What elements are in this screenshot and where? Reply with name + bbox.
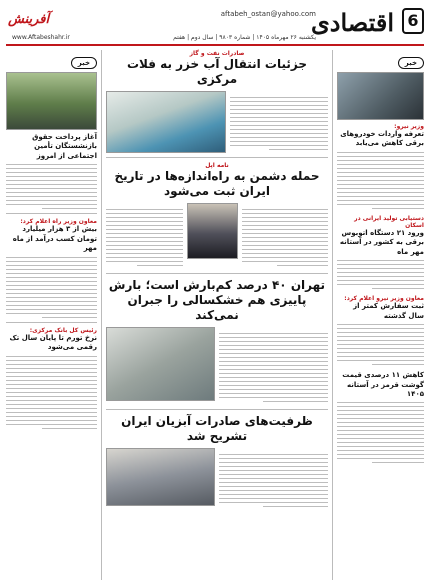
headline: آغاز پرداخت حقوق بازنشستگان تأمین اجتماعی از امروز — [32, 133, 97, 160]
kicker: رئیس کل بانک مرکزی: — [29, 326, 97, 334]
body-text — [337, 324, 424, 365]
kicker: دستیابی تولید ایرانی در اسکان — [354, 214, 424, 229]
kicker: وزیر نیرو: — [394, 123, 424, 130]
photo-caspian-coast — [106, 91, 226, 153]
photo-fish — [106, 448, 215, 506]
email: aftabeh_ostan@yahoo.com — [220, 10, 316, 18]
newspaper-page — [6, 4, 424, 582]
body-text — [219, 451, 328, 510]
body-text — [242, 206, 328, 269]
news-tag: خبر — [398, 57, 424, 69]
body-text — [337, 152, 424, 209]
headline: نرخ تورم تا پایان سال تک رقمی می‌شود — [9, 333, 97, 352]
photo-minister — [337, 72, 424, 120]
headline: تهران ۴۰ درصد کم‌بارش است؛ بارش پاییزی هم خشکسالی را جبران نمی‌کند — [108, 278, 326, 322]
headline: حمله دشمن به راه‌اندازه‌ها در تاریخ ایران ثبت می‌شود — [114, 169, 320, 198]
kicker: معاون وزیر نیرو اعلام کرد: — [344, 295, 424, 303]
website: www.Aftabeshahr.ir — [12, 34, 70, 41]
body-text — [6, 164, 97, 209]
body-text — [219, 330, 328, 405]
left-column — [6, 50, 102, 580]
kicker: صادرات نفت و گاز — [189, 50, 245, 57]
body-text — [6, 356, 97, 429]
photo-pensioners — [6, 72, 97, 130]
right-column — [332, 50, 424, 580]
dateline: یکشنبه ۲۶ مهرماه ۱۴۰۵ | شماره ۹۸۰۳ | سال دوم | هفتم — [173, 34, 316, 41]
kicker: نامه اپل — [205, 162, 229, 169]
news-tag: خبر — [71, 57, 97, 69]
headline: ثبت سفارش کمتر از سال گذشته — [353, 302, 424, 320]
body-text — [106, 206, 183, 269]
headline: ورود ۲۱ دستگاه اتوبوس برقی به کشور در آستانه مهر ماه — [339, 228, 424, 256]
brand-logo: آفرینش — [8, 12, 50, 27]
page-number: 6 — [402, 8, 424, 34]
headline: تعرفه واردات خودروهای برقی کاهش می‌یابد — [340, 130, 424, 148]
lead-headline: جزئیات انتقال آب خزر به فلات مرکزی — [126, 57, 308, 86]
section-title: اقتصادی — [311, 8, 394, 37]
body-text — [6, 257, 97, 318]
body-text — [337, 402, 424, 463]
headline: کاهش ۱۱ درصدی قیمت گوشت قرمز در آستانه ۱۴۰۵ — [342, 371, 424, 398]
body-text — [230, 94, 328, 153]
kicker: معاون وزیر راه اعلام کرد: — [20, 218, 97, 226]
body-text — [337, 260, 424, 289]
headline: بیش از ۳ هزار میلیارد تومان کسب درآمد از ماه مهر — [12, 225, 97, 253]
header-rule — [6, 44, 424, 46]
headline: ظرفیت‌های صادرات آبزیان ایران تشریح شد — [121, 414, 313, 443]
photo-dry-land — [106, 327, 215, 401]
main-column — [106, 50, 328, 580]
photo-portrait-woman — [187, 203, 238, 259]
masthead — [6, 4, 424, 44]
